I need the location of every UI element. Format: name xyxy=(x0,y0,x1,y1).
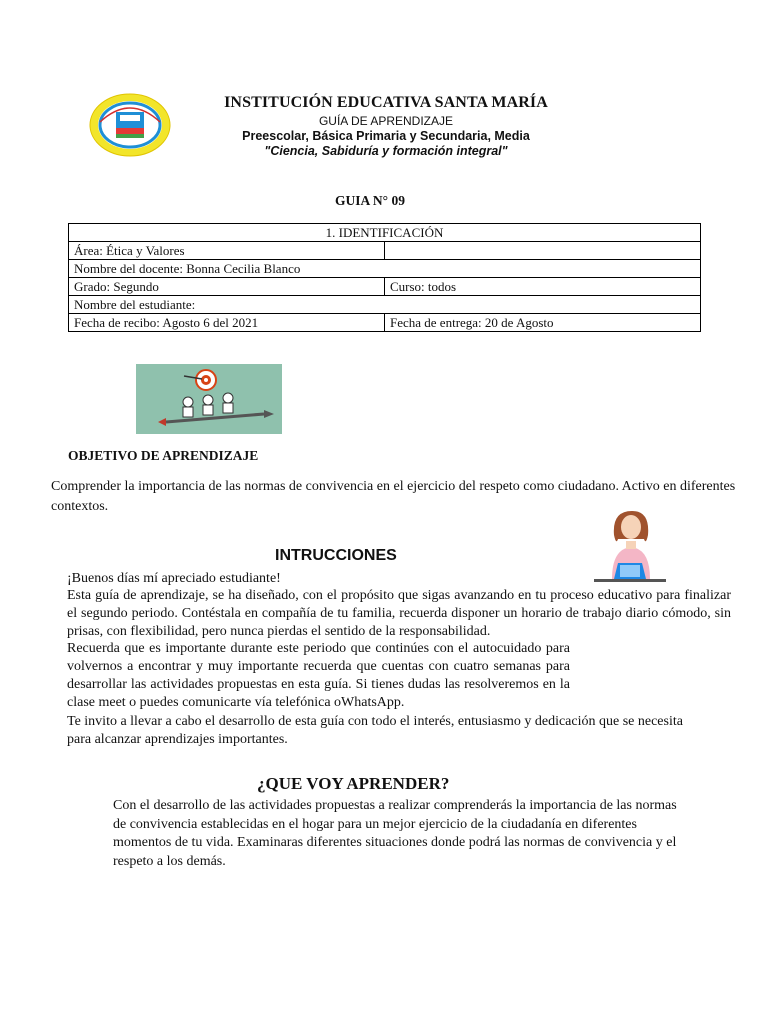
guide-description: Esta guía de aprendizaje, se ha diseñado, con el propósito que sigas avanzando en tu proceso educativo para finalizar el segundo periodo. Contéstala en compañía de tu familia, recuerda disponer un horario de trabajo diario cómodo, sin prisas, con flexibilidad, pero nunca pierdas el sentido de la responsabilidad. xyxy=(67,588,731,639)
objective-text: Comprender la importancia de las normas de convivencia en el ejercicio del respeto como ciudadano. Activo en diferentes contextos. xyxy=(51,479,736,514)
education-levels: Preescolar, Básica Primaria y Secundaria, Media xyxy=(242,129,530,143)
table-row xyxy=(69,278,701,296)
student-name-cell: Nombre del estudiante: xyxy=(69,296,701,314)
grade-cell: Grado: Segundo xyxy=(69,278,385,296)
school-crest-icon xyxy=(88,92,172,158)
table-row xyxy=(69,260,701,278)
guide-number: GUIA N° 09 xyxy=(335,193,405,208)
identification-table xyxy=(68,223,701,332)
identification-title: 1. IDENTIFICACIÓN xyxy=(69,224,701,242)
table-row xyxy=(69,296,701,314)
received-date-cell: Fecha de recibo: Agosto 6 del 2021 xyxy=(69,314,385,332)
table-row xyxy=(69,314,701,332)
learn-title: ¿QUE VOY APRENDER? xyxy=(257,774,450,793)
document-header xyxy=(176,94,596,158)
table-row xyxy=(69,224,701,242)
institution-motto: "Ciencia, Sabiduría y formación integral" xyxy=(264,144,508,158)
objective-title: OBJETIVO DE APRENDIZAJE xyxy=(68,448,259,463)
learn-text: Con el desarrollo de las actividades propuestas a realizar comprenderás la importancia de las normas de convivencia establecidas en el hogar para un mejor ejercicio de la ciudadanía en diferentes momentos de tu vida. Examinaras diferentes situaciones donde podrá las normas de convivencia y el respeto a los demás. xyxy=(113,798,677,869)
institution-name: INSTITUCIÓN EDUCATIVA SANTA MARÍA xyxy=(224,94,548,111)
table-row xyxy=(69,242,701,260)
teacher-cell: Nombre del docente: Bonna Cecilia Blanco xyxy=(69,260,701,278)
invitation-text: Te invito a llevar a cabo el desarrollo de esta guía con todo el interés, entusiasmo y dedicación que se necesita para alcanzar aprendizajes importantes. xyxy=(67,714,683,747)
course-cell: Curso: todos xyxy=(385,278,701,296)
reminder-text: Recuerda que es importante durante este periodo que continúes con el autocuidado para volvernos a encontrar y muy importante recuerda que cuentas con cuatro semanas para desarrollar las actividades propuestas en esta guía. Si tienes dudas las resolveremos en la clase meet o puedes comunicarte vía telefónica oWhatsApp. xyxy=(67,641,570,710)
delivery-date-cell: Fecha de entrega: 20 de Agosto xyxy=(385,314,701,332)
area-cell: Área: Ética y Valores xyxy=(69,242,385,260)
guide-type: GUÍA DE APRENDIZAJE xyxy=(318,114,454,128)
greeting-text: ¡Buenos días mí apreciado estudiante! xyxy=(67,571,281,586)
teacher-laptop-illustration xyxy=(590,505,670,585)
empty-cell xyxy=(385,242,701,260)
target-team-illustration xyxy=(136,364,282,434)
instructions-title: INTRUCCIONES xyxy=(275,547,397,564)
